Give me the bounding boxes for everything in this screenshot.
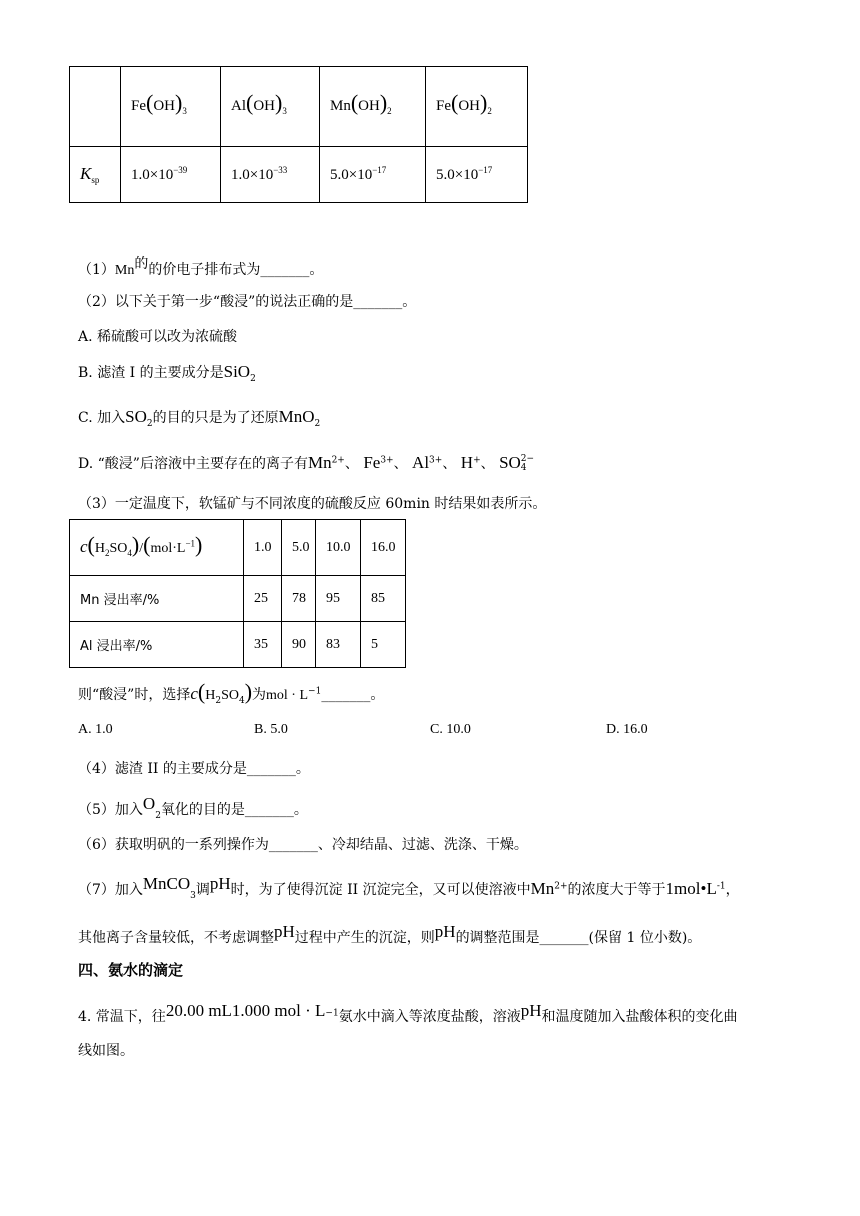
acid-row-label: Al 浸出率/% xyxy=(70,622,244,668)
ksp-table-corner xyxy=(70,67,121,147)
question-7-line1: （7）加入MnCO$_3$调pH时，为了使得沉淀 II 沉淀完全，又可以使溶液中$Mn^{2+}$的浓度大于等于$1mol•L^{-1}$， xyxy=(78,874,740,901)
acid-conc-cell: 10.0 xyxy=(316,520,361,576)
ksp-value-cell: $1.0\times 10^{-39}$ xyxy=(121,147,221,203)
acid-value-cell: 95 xyxy=(316,576,361,622)
q3-option-b: B. 5.0 xyxy=(254,722,288,737)
acid-conc-cell: 5.0 xyxy=(282,520,316,576)
question-5: （5）加入$O_2$氧化的目的是_______。 xyxy=(78,794,308,821)
ksp-header-cell: $Fe(OH)_2$ xyxy=(426,67,528,147)
acid-row-label: Mn 浸出率/% xyxy=(70,576,244,622)
acid-conc-header: $c(H_2SO_4)/(mol\cdot L^{-1})$ xyxy=(70,520,244,576)
question-3: （3）一定温度下，软锰矿与不同浓度的硫酸反应 60min 时结果如表所示。 xyxy=(78,496,547,512)
question-4: （4）滤渣 II 的主要成分是_______。 xyxy=(78,761,310,777)
acid-value-cell: 85 xyxy=(361,576,406,622)
acid-value-cell: 83 xyxy=(316,622,361,668)
question-6: （6）获取明矾的一系列操作为_______、冷却结晶、过滤、洗涤、干燥。 xyxy=(78,837,528,853)
acid-value-cell: 35 xyxy=(244,622,282,668)
ksp-value-cell: $5.0\times 10^{-17}$ xyxy=(426,147,528,203)
option-a: A. 稀硫酸可以改为浓硫酸 xyxy=(78,329,238,345)
ksp-value-cell: $1.0\times 10^{-33}$ xyxy=(221,147,320,203)
question-3-follow: 则“酸浸”时，选择$c(H_2SO_4)$为mol · $L^{-1}\_\_\_\_\_\_\_$。 xyxy=(78,679,385,706)
ksp-value-cell: $5.0\times 10^{-17}$ xyxy=(320,147,426,203)
ksp-table xyxy=(69,66,528,203)
question-4-ammonia-line2: 线如图。 xyxy=(78,1043,134,1059)
question-1: $(1)Mn^的$的价电子排布式为_______。 xyxy=(78,256,324,278)
option-b: B. 滤渣 I 的主要成分是SiO$_2$ xyxy=(78,362,256,384)
ksp-header-cell: $Al(OH)_3$ xyxy=(221,67,320,147)
q3-option-c: C. 10.0 xyxy=(430,722,471,737)
option-c: C. 加入$SO_2$的目的只是为了还原MnO$_2$ xyxy=(78,407,321,429)
acid-table xyxy=(69,519,406,668)
question-2: （2）以下关于第一步“酸浸”的说法正确的是_______。 xyxy=(78,294,417,310)
acid-conc-cell: 16.0 xyxy=(361,520,406,576)
acid-value-cell: 5 xyxy=(361,622,406,668)
question-4-ammonia-line1: 4. 常温下，往20.00 mL1.000 mol · $L^{-1}$氨水中滴入等浓度盐酸，溶液pH和温度随加入盐酸体积的变化曲 xyxy=(78,1001,738,1025)
question-7-line2: 其他离子含量较低，不考虑调整pH过程中产生的沉淀，则pH的调整范围是_______(保留 1 位小数)。 xyxy=(78,922,702,946)
acid-value-cell: 78 xyxy=(282,576,316,622)
ksp-header-cell: $Mn(OH)_2$ xyxy=(320,67,426,147)
ksp-header-cell: $Fe(OH)_3$ xyxy=(121,67,221,147)
ksp-row-label: $K_{sp}$ xyxy=(70,147,121,203)
option-d: D. “酸浸”后溶液中主要存在的离子有$Mn^{2+}$、 $Fe^{3+}$、 $Al^{3+}$、 H+、 SO 2− 4 xyxy=(78,453,535,473)
acid-value-cell: 90 xyxy=(282,622,316,668)
q3-option-a: A. 1.0 xyxy=(78,722,113,737)
acid-conc-cell: 1.0 xyxy=(244,520,282,576)
q3-option-d: D. 16.0 xyxy=(606,722,648,737)
section-heading: 四、氨水的滴定 xyxy=(78,961,184,979)
acid-value-cell: 25 xyxy=(244,576,282,622)
